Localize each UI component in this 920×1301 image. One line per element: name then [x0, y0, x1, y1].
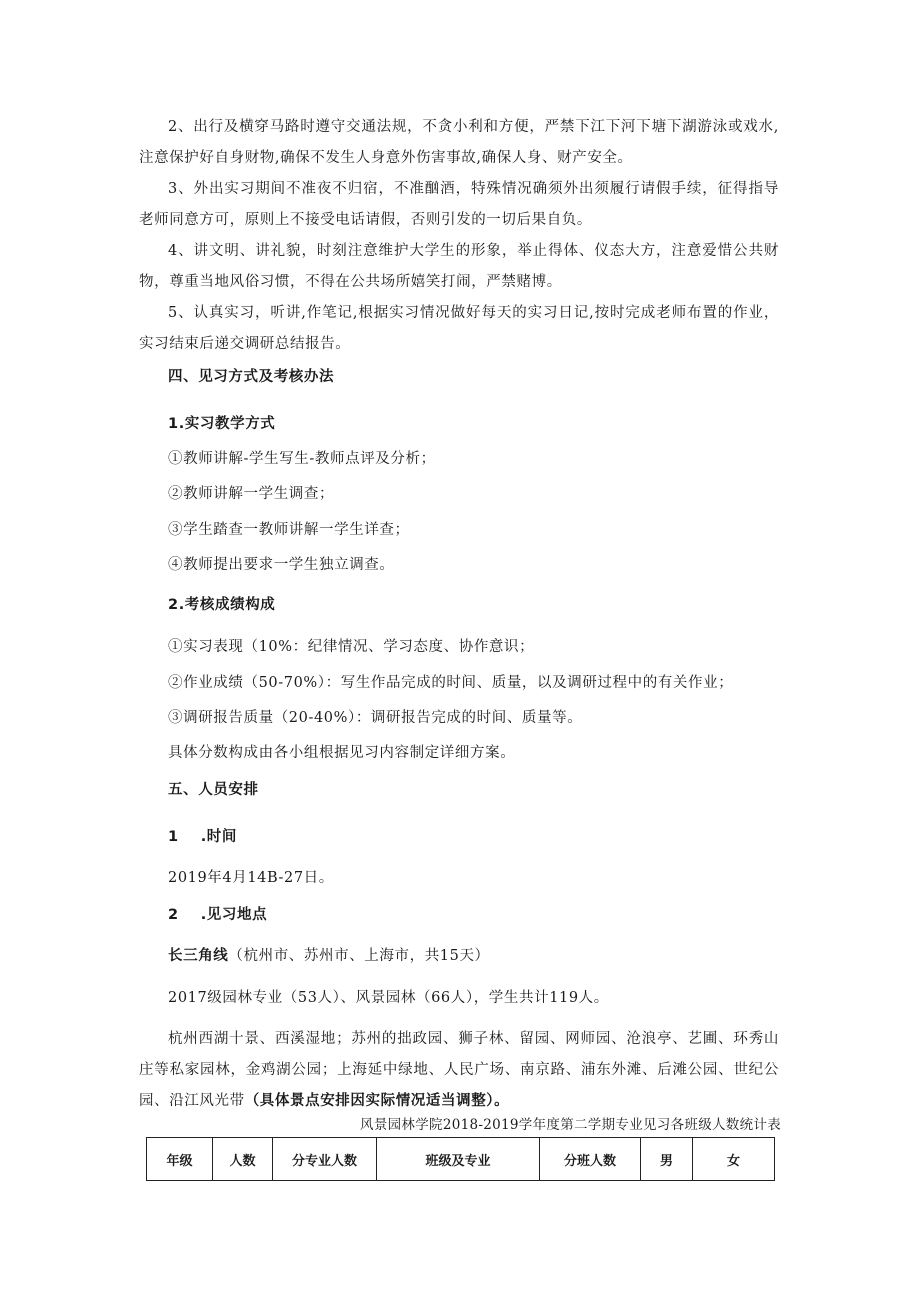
time-value: 2019年4月14B-27日。 [168, 870, 334, 886]
route-name: 长三角线 [168, 948, 229, 964]
place-heading-label: .见习地点 [200, 907, 268, 923]
header-count: 人数 [213, 1138, 273, 1181]
rule-item-5: 5、认真实习，听讲,作笔记,根据实习情况做好每天的实习日记,按时完成老师布置的作业，实习结束后递交调研总结报告。 [139, 305, 779, 352]
header-class-count: 分班人数 [540, 1138, 641, 1181]
header-male: 男 [641, 1138, 693, 1181]
rule-item-3: 3、外出实习期间不准夜不归宿，不准酗酒，特殊情况确须外出须履行请假手续，征得指导老师同意方可，原则上不接受电话请假，否则引发的一切后果自负。 [139, 181, 779, 228]
student-count: 2017级园林专业（53人）、风景园林（66人），学生共计119人。 [168, 990, 609, 1006]
rule-item-4: 4、讲文明、讲礼貌，时刻注意维护大学生的形象，举止得体、仪态大方，注意爱惜公共财物，尊重当地风俗习惯，不得在公共场所嬉笑打闹，严禁赌博。 [139, 243, 779, 290]
grading-item: ②作业成绩（50-70%）：写生作品完成的时间、质量，以及调研过程中的有关作业； [168, 675, 734, 691]
time-heading [168, 822, 779, 853]
class-count-table [146, 1137, 775, 1181]
header-grade: 年级 [147, 1138, 213, 1181]
section-4-title: 四、见习方式及考核办法 [168, 369, 335, 385]
grading-note: 具体分数构成由各小组根据见习内容制定详细方案。 [168, 745, 516, 761]
site-list-text: 杭州西湖十景、西溪湿地；苏州的拙政园、狮子林、留园、网师园、沧浪亭、艺圃、环秀山庄等私家园林，金鸡湖公园；上海延中绿地、人民广场、南京路、浦东外滩、后滩公园、世纪公园、沿江风光带 [139, 1031, 779, 1109]
teaching-method-item: ②教师讲解一学生调查； [168, 486, 335, 502]
table-caption: 风景园林学院2018-2019学年度第二学期专业见习各班级人数统计表 [360, 1117, 781, 1133]
header-major-count: 分专业人数 [273, 1138, 377, 1181]
route-detail: （杭州市、苏州市、上海市，共15天） [228, 948, 490, 964]
header-class-major: 班级及专业 [377, 1138, 540, 1181]
teaching-method-item: ③学生踏查一教师讲解一学生详查； [168, 522, 410, 538]
time-heading-label: .时间 [200, 829, 238, 845]
table-header-row [147, 1138, 775, 1181]
place-heading-number: 2 [168, 907, 179, 923]
teaching-method-item: ④教师提出要求一学生独立调查。 [168, 557, 395, 573]
section-5-title: 五、人员安排 [168, 782, 259, 798]
time-heading-number: 1 [168, 829, 179, 845]
header-female: 女 [693, 1138, 775, 1181]
grading-item: ③调研报告质量（20-40%）：调研报告完成的时间、质量等。 [168, 710, 583, 726]
subsection-grading-title: 2.考核成绩构成 [168, 597, 276, 613]
subsection-teaching-method-title: 1.实习教学方式 [168, 416, 276, 432]
place-heading [168, 900, 779, 931]
teaching-method-item: ①教师讲解-学生写生-教师点评及分析； [168, 451, 436, 467]
site-list-note: （具体景点安排因实际情况适当调整）。 [244, 1093, 510, 1109]
grading-item: ①实习表现（10%：纪律情况、学习态度、协作意识； [168, 639, 535, 655]
rule-item-2: 2、出行及横穿马路时遵守交通法规，不贪小利和方便，严禁下江下河下塘下湖游泳或戏水,注意保护好自身财物,确保不发生人身意外伤害事故,确保人身、财产安全。 [139, 119, 779, 166]
route-line [168, 941, 779, 972]
site-list [139, 1024, 779, 1117]
